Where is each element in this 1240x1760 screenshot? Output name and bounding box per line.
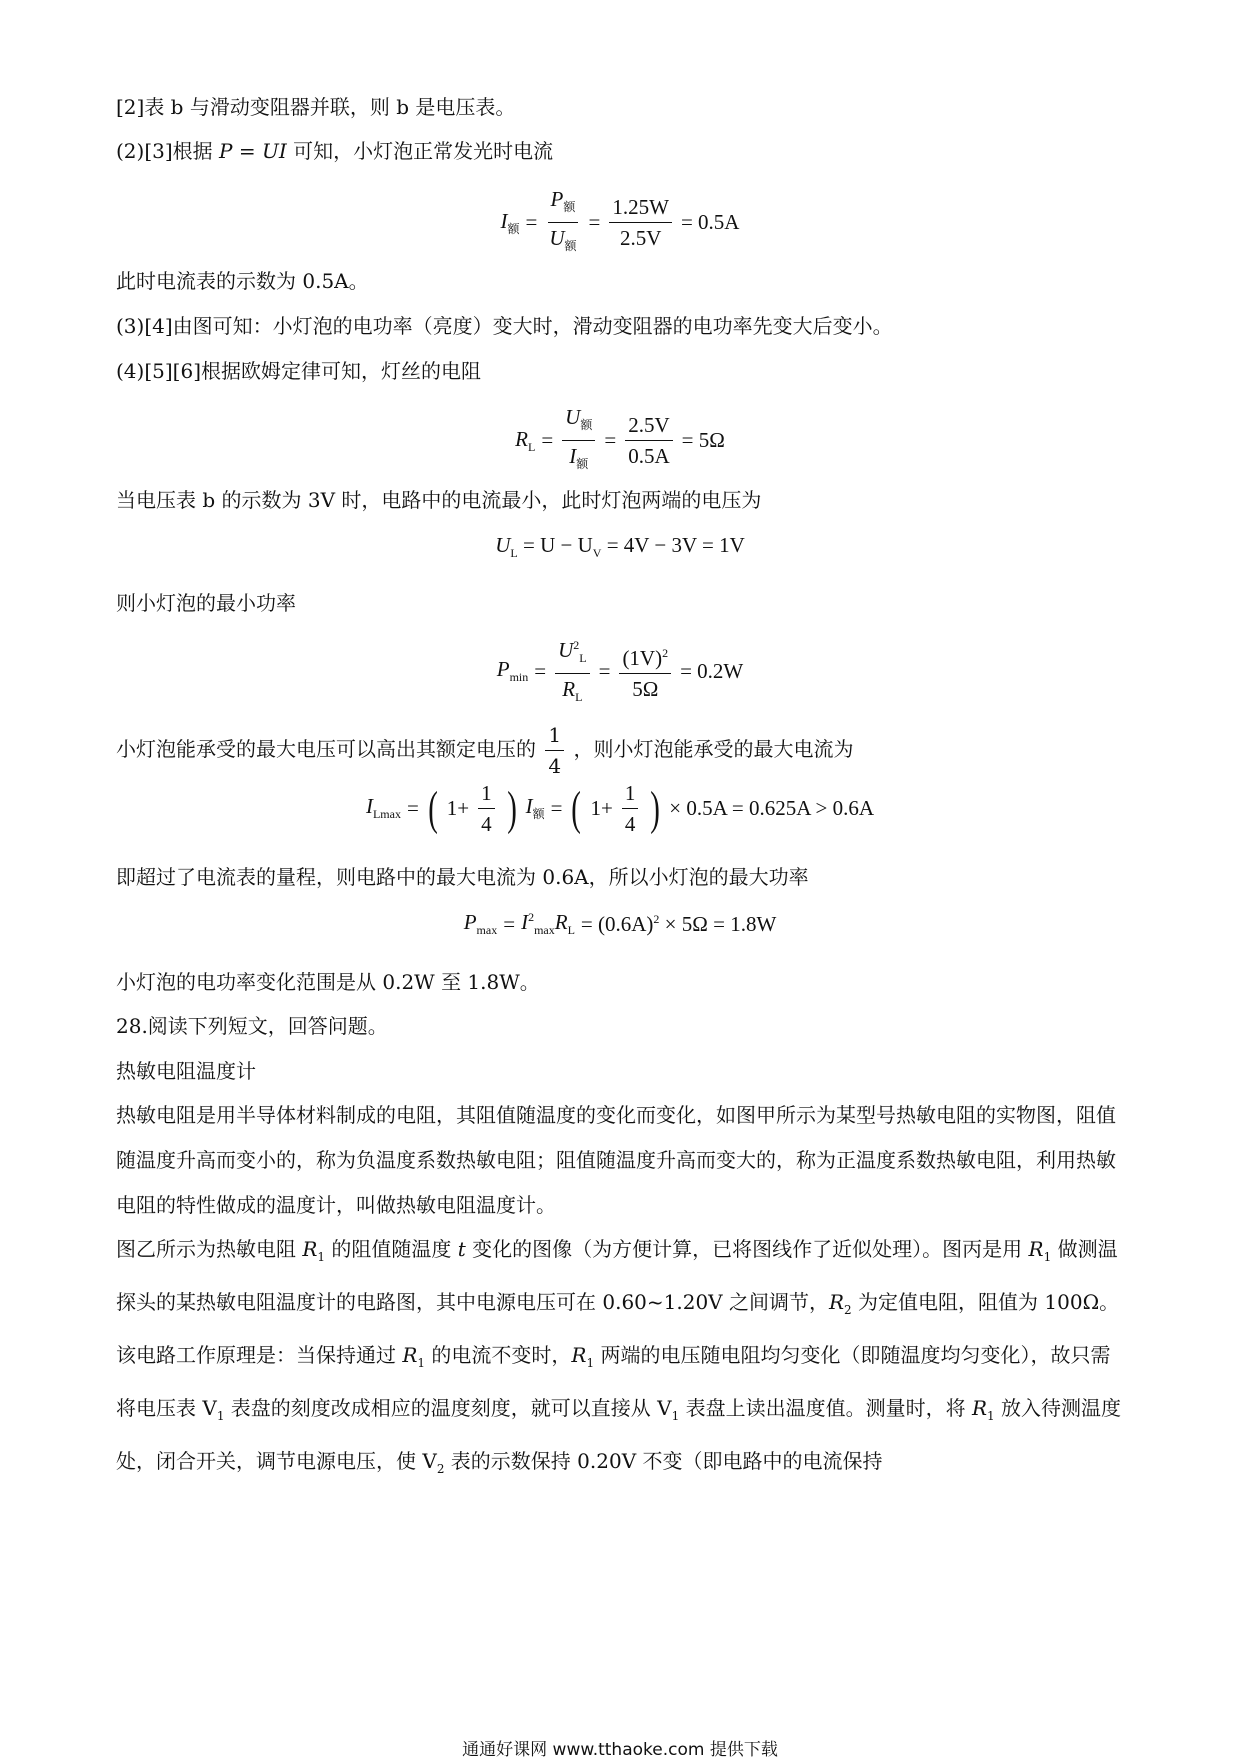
equation-4: $P_{min}$ = $\frac{U^2_L}{R_L}$ = $\frac{(1V)^2}{5\Omega}$ = 0.2W: [0, 632, 1240, 710]
paragraph-2: 图乙所示为热敏电阻 $R_1$ 的阻值随温度 t 变化的图像（为方便计算，已将图线作了近似处理）。图丙是用 $R_1$ 做测温探头的某热敏电阻温度计的电路图，其中电源电压可在 0.60~1.20V 之间调节，$R_2$ 为定值电阻，阻值为 100Ω。该电路工作原理是：当保持通过 $R_1$ 的电流不变时，$R_1$ 两端的电压随电阻均匀变化（即随温度均匀变化），故只需将电压表 $V_1$ 表盘的刻度改成相应的温度刻度，就可以直接从 $V_1$ 表盘上读出温度值。测量时，将 $R_1$ 放入待测温度处，闭合开关，调节电源电压，使 $V_2$ 表的示数保持 0.20V 不变（即电路中的电流保持: [116, 1237, 1122, 1476]
fraction: $\frac{1.25W}{2.5V}$: [609, 194, 672, 251]
fraction: $\frac{P_额}{U_额}$: [549, 187, 577, 254]
text-line-10: 小灯泡的电功率变化范围是从 0.2W 至 1.8W。: [116, 970, 540, 994]
page-footer: 通通好课网 www.tthaoke.com 提供下载: [462, 1740, 778, 1760]
text-line-8: 小灯泡能承受的最大电压可以高出其额定电压的 $\frac{1}{4}$ ，则小灯泡能承受的最大电流为: [116, 723, 854, 778]
text-line-7: 则小灯泡的最小功率: [116, 591, 296, 615]
fraction: $\frac{U_额}{I_额}$: [562, 404, 595, 477]
equation-2: $R_L$ = $\frac{U_额}{I_额}$ = $\frac{2.5V}{0.5A}$ = 5Ω: [0, 404, 1240, 477]
fraction: $\frac{1}{4}$: [478, 780, 495, 837]
question-heading: 28.阅读下列短文，回答问题。: [116, 1014, 388, 1038]
inline-formula: P = UI: [219, 139, 287, 163]
text-line-5: (4)[5][6]根据欧姆定律可知，灯丝的电阻: [116, 359, 481, 383]
fraction: $\frac{(1V)^2}{5\Omega}$: [619, 640, 671, 702]
fraction: $\frac{1}{4}$: [622, 780, 639, 837]
equation-3: $U_L = U - U_V = 4V - 3V = 1V$: [495, 533, 745, 561]
paragraph-1: 热敏电阻是用半导体材料制成的电阻，其阻值随温度的变化而变化，如图甲所示为某型号热敏电阻的实物图，阻值随温度升高而变小的，称为负温度系数热敏电阻；阻值随温度升高而变大的，称为正温度系数热敏电阻，利用热敏电阻的特性做成的温度计，叫做热敏电阻温度计。: [116, 1103, 1116, 1217]
fraction: $\frac{2.5V}{0.5A}$: [625, 412, 672, 469]
inline-fraction: $\frac{1}{4}$: [545, 722, 564, 779]
fraction: $\frac{U^2_L}{R_L}$: [555, 632, 590, 710]
equation-5: $I_{Lmax}$ = ( 1+ $\frac{1}{4}$ ) $I_额$ = ( 1+ $\frac{1}{4}$ ) × 0.5A = 0.625A > 0.6A: [365, 781, 875, 836]
text-line-9: 即超过了电流表的量程，则电路中的最大电流为 0.6A，所以小灯泡的最大功率: [116, 865, 809, 889]
text-line-2: (2)[3]根据 P = UI 可知，小灯泡正常发光时电流: [116, 139, 554, 163]
text-line-4: (3)[4]由图可知：小灯泡的电功率（亮度）变大时，滑动变阻器的电功率先变大后变小。: [116, 314, 893, 338]
text-line-3: 此时电流表的示数为 0.5A。: [116, 269, 369, 293]
text-line-6: 当电压表 b 的示数为 3V 时，电路中的电流最小，此时灯泡两端的电压为: [116, 488, 762, 512]
article-title: 热敏电阻温度计: [116, 1059, 256, 1083]
equation-6: $P_{max}$ = $I^2_{max}R_L$ = $(0.6A)^2 \times 5\Omega = 1.8W$: [463, 910, 777, 938]
text-line-1: [2]表 b 与滑动变阻器并联，则 b 是电压表。: [116, 95, 516, 119]
equation-1: $I_额$ = $\frac{P_额}{U_额}$ = $\frac{1.25W}{2.5V}$ = 0.5A: [0, 186, 1240, 259]
